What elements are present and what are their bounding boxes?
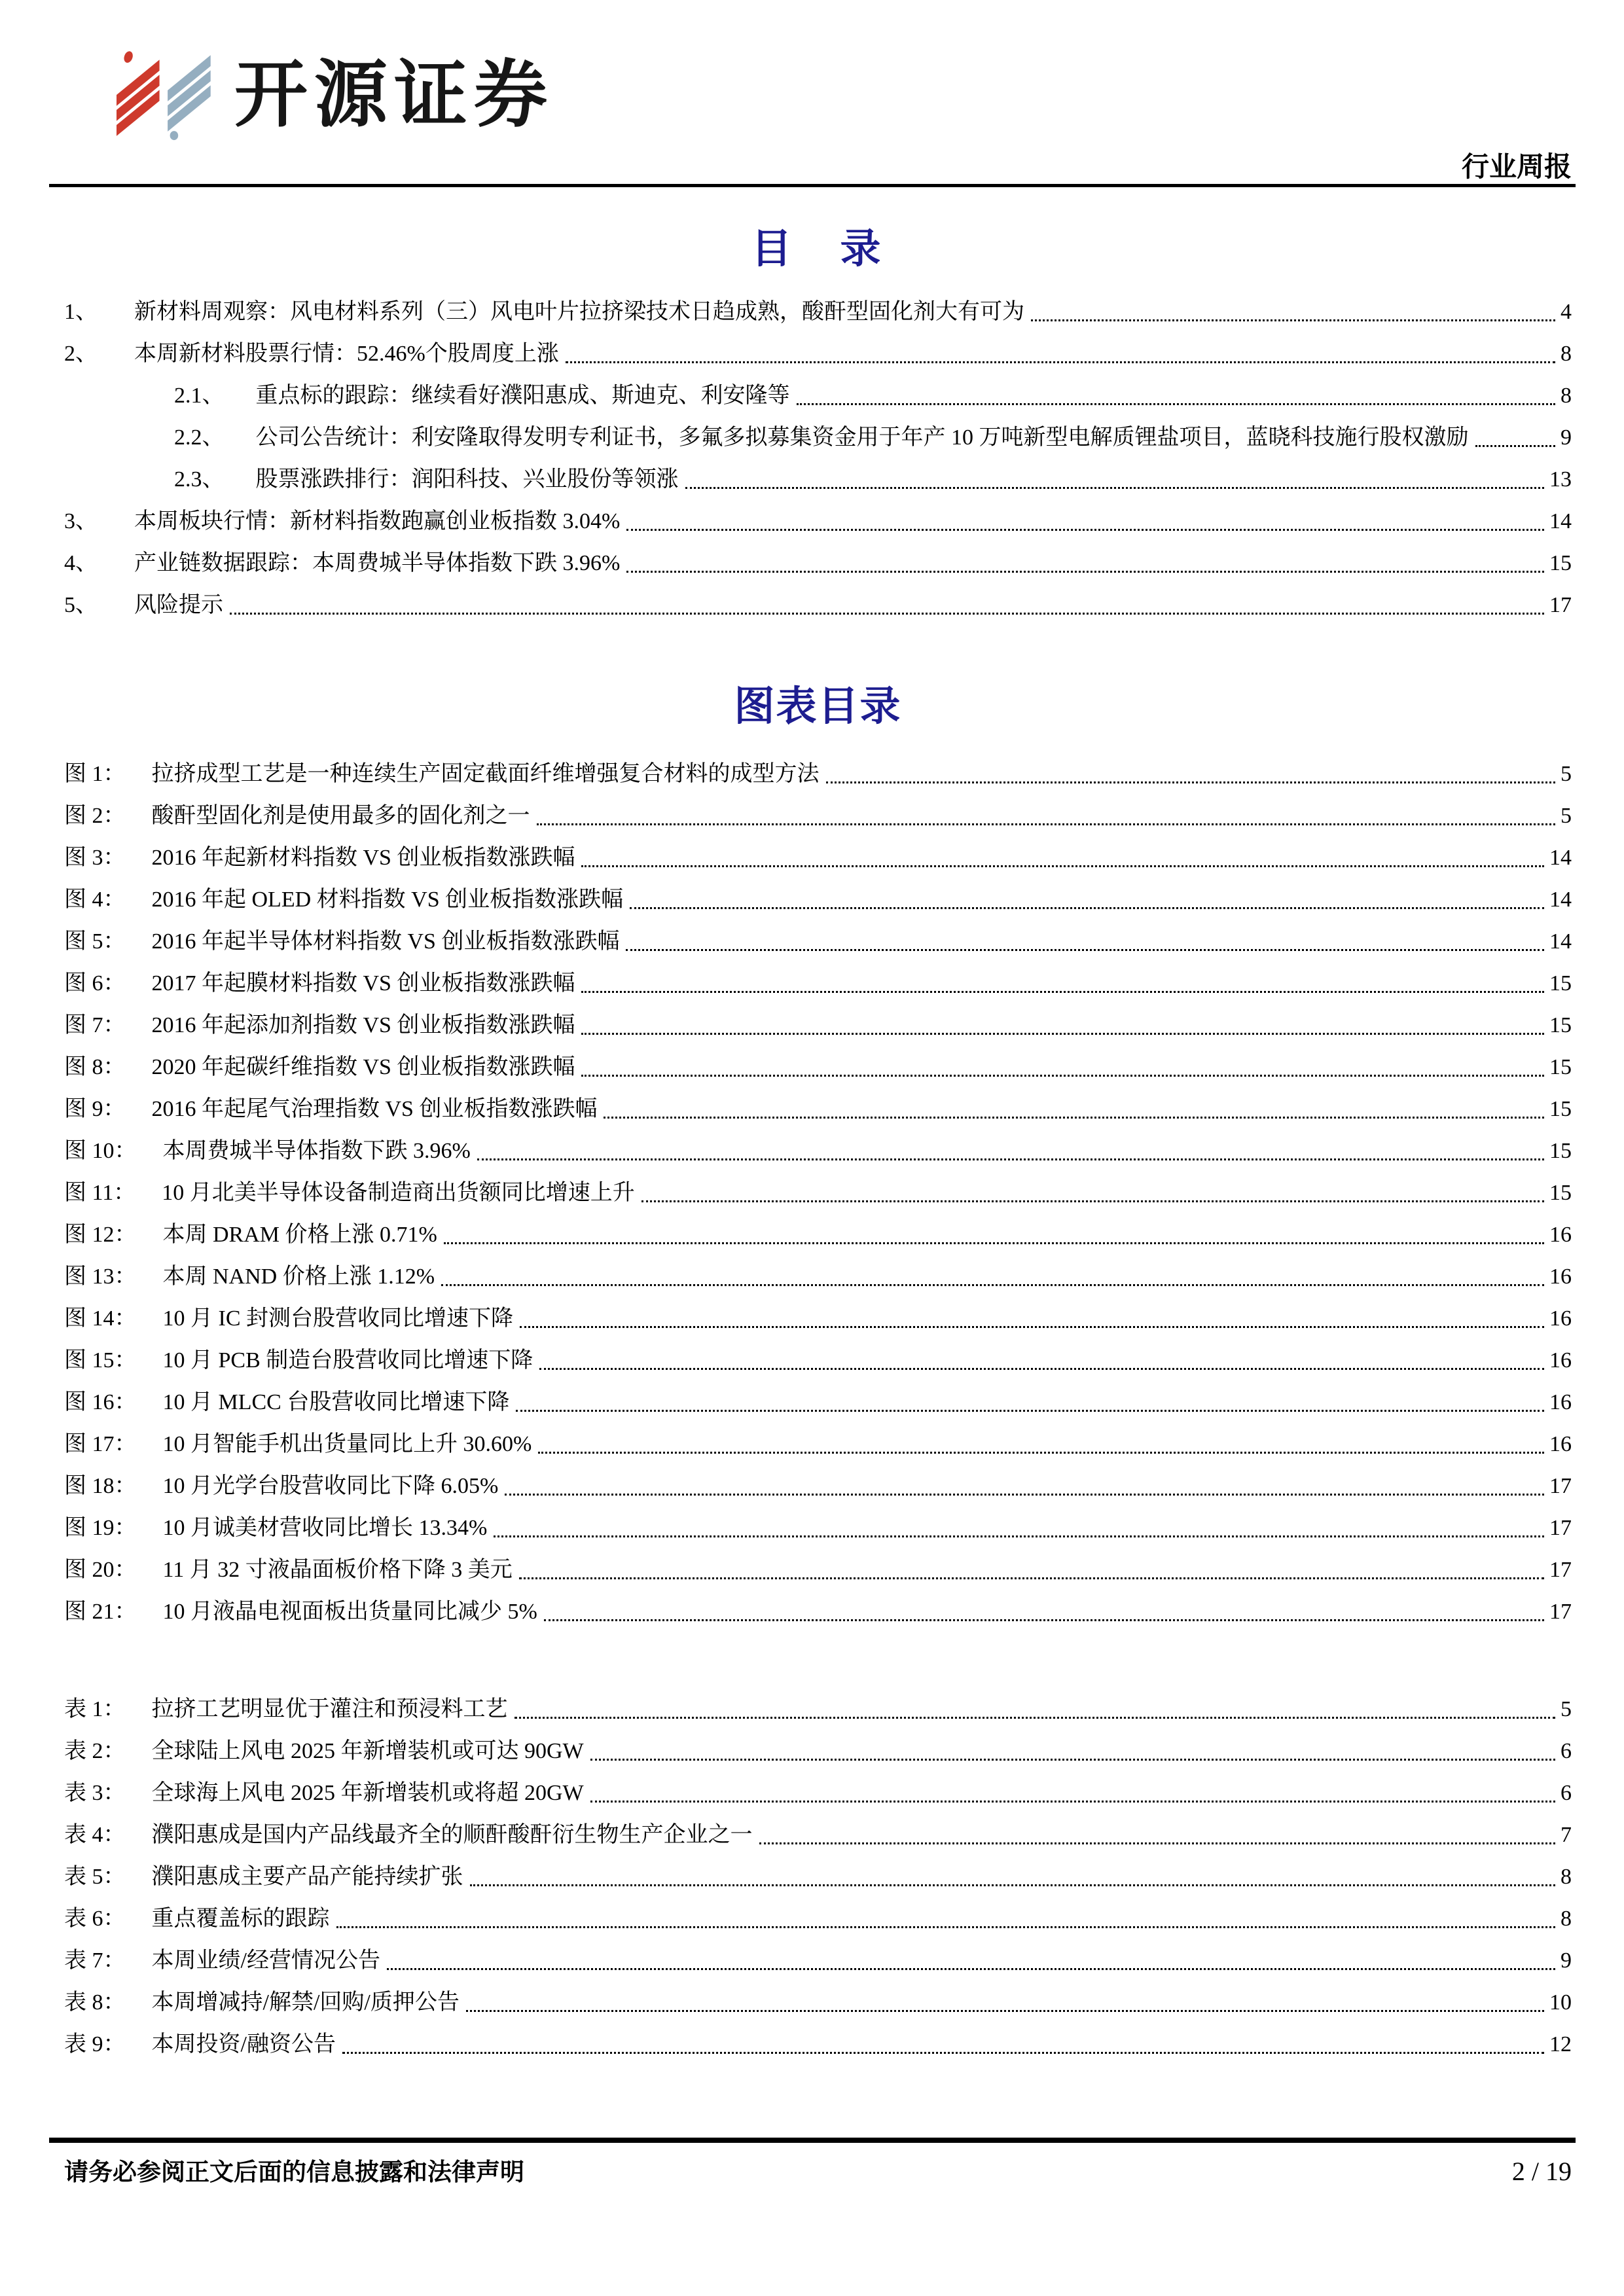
entry-text: 风险提示: [134, 593, 223, 618]
entry-number: 表 7：: [64, 1948, 126, 1973]
toc-entry[interactable]: [64, 1346, 1572, 1376]
toc-entry[interactable]: [64, 1094, 1572, 1124]
toc-entry[interactable]: [64, 969, 1572, 999]
entry-text: 本周费城半导体指数下跌 3.96%: [162, 1138, 471, 1163]
table-list: [64, 1695, 1572, 2060]
entry-text: 本周增减持/解禁/回购/质押公告: [151, 1990, 460, 2015]
entry-number: 图 5：: [64, 929, 126, 954]
dot-leader: [604, 1117, 1544, 1119]
entry-number: 表 8：: [64, 1990, 126, 2015]
entry-text: 重点标的跟踪：继续看好濮阳惠成、斯迪克、利安隆等: [255, 384, 790, 408]
entry-number: 图 1：: [64, 761, 126, 786]
dot-leader: [630, 907, 1544, 909]
entry-text: 本周 DRAM 价格上涨 0.71%: [162, 1222, 437, 1247]
toc-entry[interactable]: [64, 1220, 1572, 1250]
entry-text: 10 月 MLCC 台股营收同比增速下降: [162, 1390, 510, 1414]
entry-text: 2016 年起尾气治理指数 VS 创业板指数涨跌幅: [151, 1096, 598, 1121]
dot-leader: [641, 1200, 1544, 1202]
entry-number: 表 1：: [64, 1696, 126, 1721]
entry-text: 2017 年起膜材料指数 VS 创业板指数涨跌幅: [151, 971, 575, 996]
entry-page-number: 8: [1561, 1864, 1572, 1889]
entry-number: 图 21：: [64, 1599, 137, 1624]
entry-page-number: 17: [1549, 1473, 1572, 1498]
entry-number: 图 8：: [64, 1054, 126, 1079]
entry-page-number: 8: [1561, 1906, 1572, 1931]
toc-entry[interactable]: [64, 507, 1572, 537]
footer-divider: [49, 2138, 1576, 2143]
entry-number: 图 3：: [64, 845, 126, 870]
entry-page-number: 14: [1549, 929, 1572, 954]
toc-entry[interactable]: [64, 1597, 1572, 1627]
toc-entry[interactable]: [174, 381, 1572, 411]
entry-page-number: 16: [1549, 1431, 1572, 1456]
entry-page-number: 17: [1549, 1599, 1572, 1624]
toc-entry[interactable]: [64, 801, 1572, 831]
toc-entry[interactable]: [64, 548, 1572, 579]
entry-text: 股票涨跌排行：润阳科技、兴业股份等领涨: [255, 467, 679, 492]
figures-toc-title: 图表目录: [734, 685, 902, 730]
entry-number: 表 6：: [64, 1906, 126, 1931]
entry-text: 10 月北美半导体设备制造商出货额同比增速上升: [162, 1180, 635, 1205]
entry-text: 本周新材料股票行情：52.46%个股周度上涨: [134, 342, 559, 367]
entry-text: 拉挤成型工艺是一种连续生产固定截面纤维增强复合材料的成型方法: [151, 761, 820, 786]
entry-number: 图 2：: [64, 803, 126, 828]
entry-text: 拉挤工艺明显优于灌注和预浸料工艺: [151, 1696, 508, 1721]
entry-page-number: 16: [1549, 1306, 1572, 1331]
page-number: 2 / 19: [1511, 2157, 1572, 2186]
kaiyuan-logo-text: 开源证券: [234, 54, 554, 135]
toc-entry[interactable]: [64, 1052, 1572, 1083]
entry-page-number: 17: [1549, 1557, 1572, 1582]
entry-page-number: 6: [1561, 1780, 1572, 1805]
entry-page-number: 16: [1549, 1222, 1572, 1247]
dot-leader: [230, 613, 1544, 615]
dot-leader: [626, 571, 1544, 573]
dot-leader: [1031, 319, 1555, 321]
toc-entry[interactable]: [64, 1946, 1572, 1976]
entry-number: 表 2：: [64, 1738, 126, 1763]
entry-text: 全球海上风电 2025 年新增装机或将超 20GW: [151, 1780, 584, 1805]
dot-leader: [826, 781, 1556, 783]
entry-number: 2.2、: [174, 425, 225, 450]
toc-entry[interactable]: [64, 1471, 1572, 1501]
entry-text: 2020 年起碳纤维指数 VS 创业板指数涨跌幅: [151, 1054, 575, 1079]
toc-entry[interactable]: [64, 1820, 1572, 1850]
dot-leader: [519, 1577, 1544, 1579]
entry-text: 2016 年起 OLED 材料指数 VS 创业板指数涨跌幅: [151, 887, 624, 912]
dot-leader: [590, 1759, 1555, 1761]
dot-leader: [538, 1452, 1544, 1454]
entry-page-number: 5: [1561, 1696, 1572, 1721]
report-type-label: 行业周报: [1461, 152, 1572, 183]
entry-page-number: 8: [1561, 384, 1572, 408]
toc-entry[interactable]: [64, 2030, 1572, 2060]
entry-text: 本周投资/融资公告: [151, 2032, 336, 2056]
entry-text: 酸酐型固化剂是使用最多的固化剂之一: [151, 803, 530, 828]
toc-entry[interactable]: [64, 1736, 1572, 1767]
dot-leader: [685, 487, 1545, 489]
toc-entry[interactable]: [64, 1388, 1572, 1418]
toc-entry[interactable]: [64, 590, 1572, 620]
entry-number: 图 9：: [64, 1096, 126, 1121]
entry-number: 3、: [64, 509, 98, 534]
entry-page-number: 7: [1561, 1822, 1572, 1847]
dot-leader: [797, 403, 1556, 405]
entry-page-number: 15: [1549, 971, 1572, 996]
toc-entry[interactable]: [64, 1429, 1572, 1460]
dot-leader: [342, 2052, 1544, 2054]
entry-text: 2016 年起添加剂指数 VS 创业板指数涨跌幅: [151, 1013, 575, 1037]
entry-text: 11 月 32 寸液晶面板价格下降 3 美元: [162, 1557, 513, 1582]
dot-leader: [477, 1158, 1544, 1160]
toc-entry[interactable]: [64, 297, 1572, 327]
entry-number: 图 20：: [64, 1557, 137, 1582]
entry-number: 2、: [64, 342, 98, 367]
dot-leader: [581, 1033, 1544, 1035]
entry-page-number: 17: [1549, 1515, 1572, 1540]
entry-page-number: 9: [1561, 425, 1572, 450]
toc-entry[interactable]: [64, 927, 1572, 957]
entry-text: 濮阳惠成主要产品产能持续扩张: [151, 1864, 463, 1889]
toc-entry[interactable]: [64, 885, 1572, 915]
entry-text: 10 月 PCB 制造台股营收同比增速下降: [162, 1348, 533, 1372]
dot-leader: [581, 865, 1544, 867]
entry-text: 10 月诚美材营收同比增长 13.34%: [162, 1515, 488, 1540]
kaiyuan-logo-icon: [117, 42, 215, 148]
entry-number: 图 18：: [64, 1473, 137, 1498]
toc-entry[interactable]: [64, 1695, 1572, 1725]
entry-page-number: 15: [1549, 1013, 1572, 1037]
entry-number: 5、: [64, 593, 98, 618]
entry-text: 重点覆盖标的跟踪: [151, 1906, 330, 1931]
toc-entry[interactable]: [64, 1178, 1572, 1208]
toc-entry[interactable]: [64, 339, 1572, 369]
entry-text: 本周业绩/经营情况公告: [151, 1948, 380, 1973]
toc-entry[interactable]: [64, 1988, 1572, 2018]
dot-leader: [520, 1326, 1544, 1328]
dot-leader: [590, 1801, 1555, 1803]
dot-leader: [544, 1619, 1544, 1621]
dot-leader: [566, 361, 1555, 363]
entry-page-number: 17: [1549, 593, 1572, 618]
kaiyuan-logo: [117, 42, 554, 148]
entry-number: 图 19：: [64, 1515, 137, 1540]
entry-text: 2016 年起新材料指数 VS 创业板指数涨跌幅: [151, 845, 575, 870]
entry-number: 图 6：: [64, 971, 126, 996]
dot-leader: [759, 1842, 1556, 1844]
entry-text: 10 月液晶电视面板出货量同比减少 5%: [162, 1599, 537, 1624]
dot-leader: [387, 1968, 1555, 1970]
dot-leader: [581, 1075, 1544, 1077]
entry-number: 图 7：: [64, 1013, 126, 1037]
entry-number: 图 4：: [64, 887, 126, 912]
entry-text: 10 月智能手机出货量同比上升 30.60%: [162, 1431, 532, 1456]
dot-leader: [505, 1494, 1544, 1496]
dot-leader: [516, 1410, 1544, 1412]
entry-number: 表 5：: [64, 1864, 126, 1889]
entry-page-number: 4: [1561, 300, 1572, 325]
toc-entry[interactable]: [64, 1304, 1572, 1334]
entry-page-number: 14: [1549, 887, 1572, 912]
entry-text: 10 月 IC 封测台股营收同比增速下降: [162, 1306, 513, 1331]
toc-entry[interactable]: [64, 1011, 1572, 1041]
toc-entry[interactable]: [64, 1262, 1572, 1292]
entry-page-number: 15: [1549, 1180, 1572, 1205]
entry-number: 4、: [64, 551, 98, 576]
entry-number: 图 10：: [64, 1138, 137, 1163]
entry-number: 图 12：: [64, 1222, 137, 1247]
toc-entry[interactable]: [64, 1904, 1572, 1934]
dot-leader: [539, 1368, 1544, 1370]
toc-entry[interactable]: [64, 1555, 1572, 1585]
header-divider: [49, 184, 1576, 187]
page-footer: [64, 2152, 1572, 2187]
figure-list: [64, 759, 1572, 1627]
entry-page-number: 16: [1549, 1348, 1572, 1372]
entry-page-number: 16: [1549, 1264, 1572, 1289]
toc-entry[interactable]: [64, 1136, 1572, 1166]
dot-leader: [336, 1926, 1556, 1928]
entry-number: 表 4：: [64, 1822, 126, 1847]
entry-page-number: 6: [1561, 1738, 1572, 1763]
dot-leader: [470, 1884, 1556, 1886]
entry-page-number: 5: [1561, 803, 1572, 828]
toc-entry[interactable]: [174, 423, 1572, 453]
entry-number: 1、: [64, 300, 98, 325]
entry-page-number: 5: [1561, 761, 1572, 786]
entry-page-number: 9: [1561, 1948, 1572, 1973]
dot-leader: [626, 529, 1544, 531]
entry-page-number: 14: [1549, 509, 1572, 534]
entry-number: 2.1、: [174, 384, 225, 408]
entry-text: 公司公告统计：利安隆取得发明专利证书，多氟多拟募集资金用于年产 10 万吨新型电解质锂盐项目，蓝晓科技施行股权激励: [255, 425, 1469, 450]
entry-number: 图 11：: [64, 1180, 136, 1205]
toc-content: [64, 216, 1572, 2072]
dot-leader: [441, 1284, 1544, 1286]
entry-page-number: 13: [1549, 467, 1572, 492]
entry-text: 新材料周观察：风电材料系列（三）风电叶片拉挤梁技术日趋成熟，酸酐型固化剂大有可为: [134, 300, 1024, 325]
dot-leader: [466, 2010, 1544, 2012]
entry-text: 2016 年起半导体材料指数 VS 创业板指数涨跌幅: [151, 929, 620, 954]
entry-number: 图 17：: [64, 1431, 137, 1456]
section-gap: [64, 1639, 1572, 1695]
toc-entry[interactable]: [174, 465, 1572, 495]
entry-page-number: 16: [1549, 1390, 1572, 1414]
dot-leader: [444, 1242, 1544, 1244]
dot-leader: [581, 991, 1544, 993]
entry-number: 表 3：: [64, 1780, 126, 1805]
entry-text: 产业链数据跟踪：本周费城半导体指数下跌 3.96%: [134, 551, 621, 576]
footer-disclaimer: 请务必参阅正文后面的信息披露和法律声明: [64, 2159, 524, 2186]
toc-list: [64, 297, 1572, 620]
entry-number: 图 13：: [64, 1264, 137, 1289]
toc-entry[interactable]: [64, 1862, 1572, 1892]
dot-leader: [1475, 445, 1556, 447]
toc-title: 目 录: [751, 227, 885, 272]
entry-text: 全球陆上风电 2025 年新增装机或可达 90GW: [151, 1738, 584, 1763]
entry-page-number: 8: [1561, 342, 1572, 367]
dot-leader: [626, 949, 1544, 951]
entry-page-number: 10: [1549, 1990, 1572, 2015]
entry-page-number: 15: [1549, 1096, 1572, 1121]
entry-page-number: 14: [1549, 845, 1572, 870]
entry-text: 10 月光学台股营收同比下降 6.05%: [162, 1473, 499, 1498]
toc-entry[interactable]: [64, 843, 1572, 873]
entry-number: 图 14：: [64, 1306, 137, 1331]
entry-page-number: 15: [1549, 1054, 1572, 1079]
entry-page-number: 15: [1549, 1138, 1572, 1163]
entry-number: 表 9：: [64, 2032, 126, 2056]
entry-number: 2.3、: [174, 467, 225, 492]
dot-leader: [537, 823, 1556, 825]
toc-entry[interactable]: [64, 1513, 1572, 1543]
entry-text: 濮阳惠成是国内产品线最齐全的顺酐酸酐衍生物生产企业之一: [151, 1822, 753, 1847]
entry-page-number: 15: [1549, 551, 1572, 576]
dot-leader: [514, 1717, 1556, 1719]
entry-number: 图 15：: [64, 1348, 137, 1372]
toc-entry[interactable]: [64, 759, 1572, 789]
dot-leader: [494, 1535, 1544, 1537]
entry-text: 本周 NAND 价格上涨 1.12%: [162, 1264, 435, 1289]
toc-entry[interactable]: [64, 1778, 1572, 1808]
entry-number: 图 16：: [64, 1390, 137, 1414]
entry-page-number: 12: [1549, 2032, 1572, 2056]
entry-text: 本周板块行情：新材料指数跑赢创业板指数 3.04%: [134, 509, 621, 534]
